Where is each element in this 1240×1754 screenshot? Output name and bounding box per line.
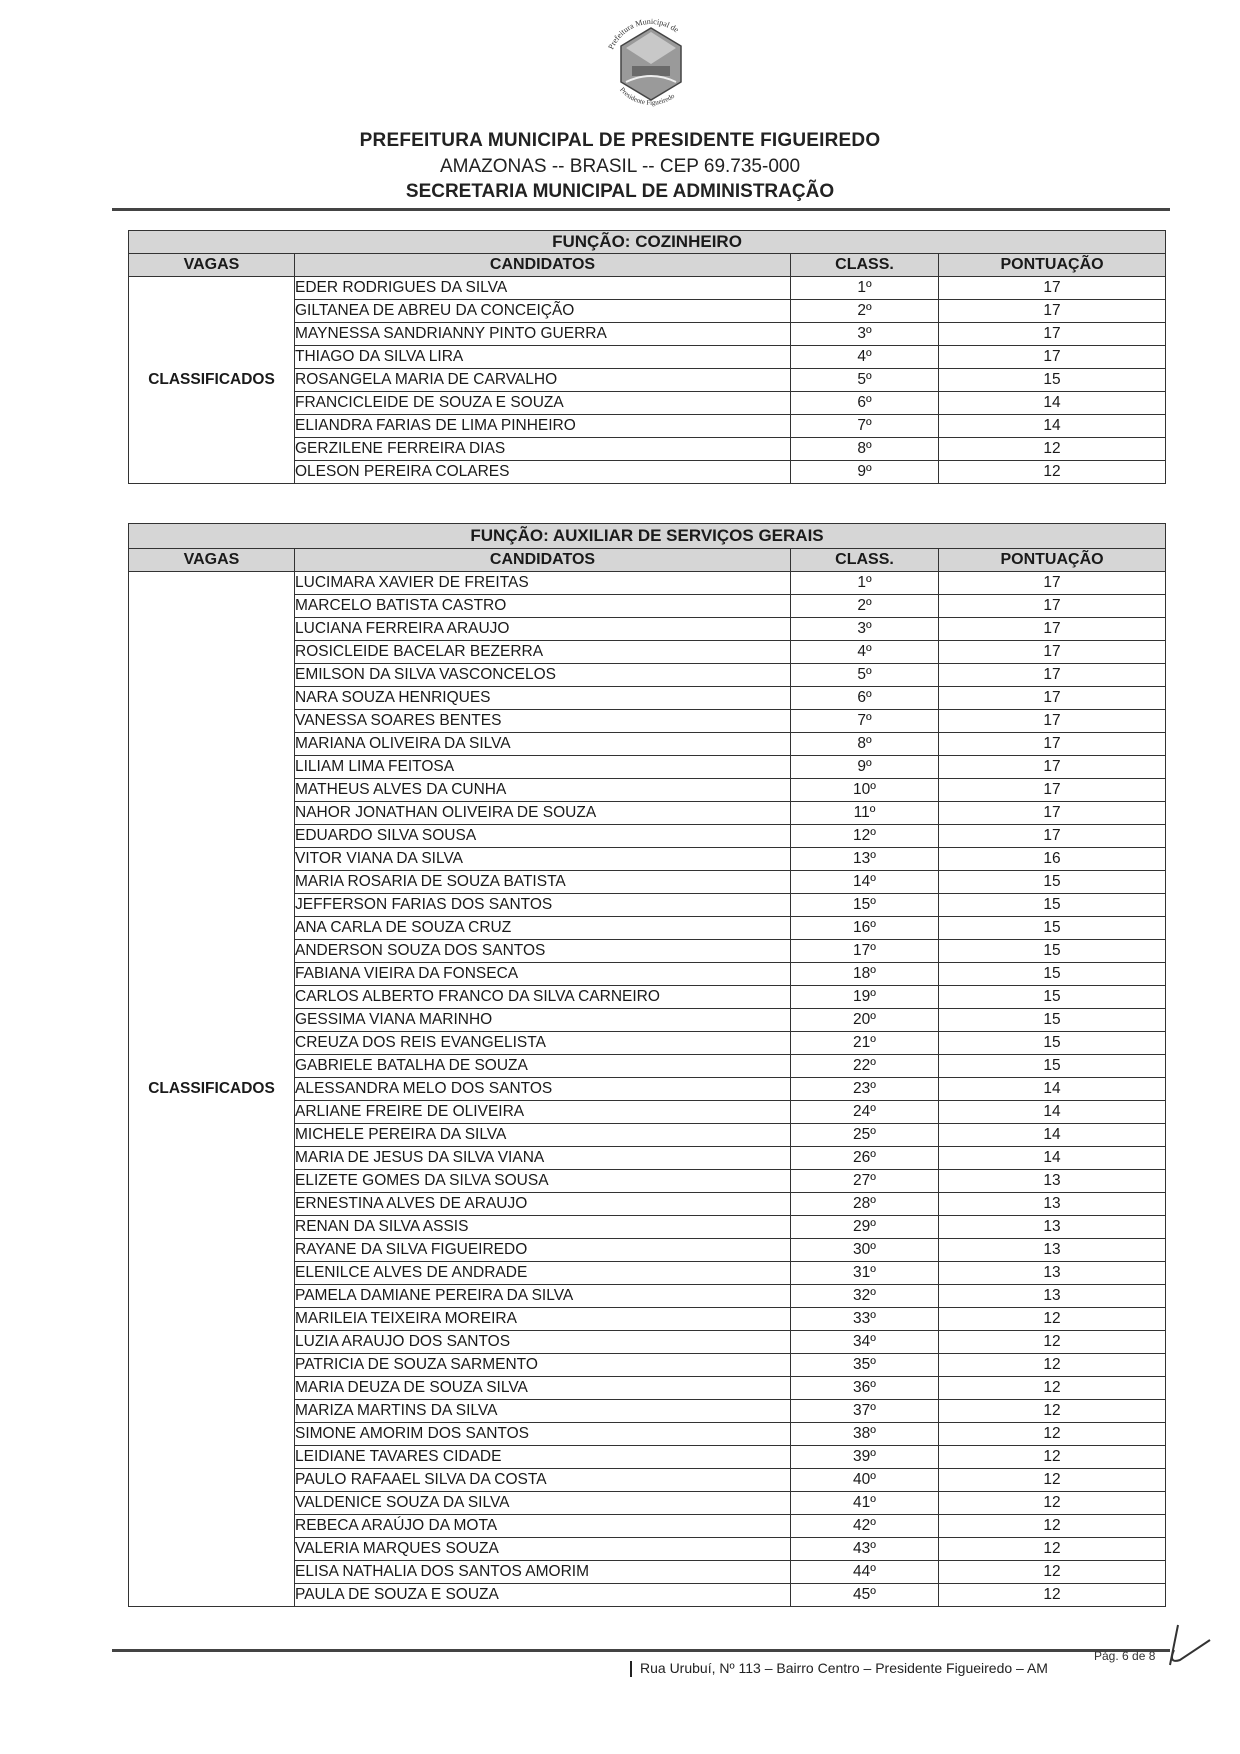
classification: 21º bbox=[791, 1032, 939, 1055]
section-title: FUNÇÃO: COZINHEIRO bbox=[129, 231, 1166, 254]
candidate-name: ELIZETE GOMES DA SILVA SOUSA bbox=[295, 1170, 791, 1193]
classification: 3º bbox=[791, 323, 939, 346]
score: 17 bbox=[939, 733, 1166, 756]
classification: 18º bbox=[791, 963, 939, 986]
candidate-name: LILIAM LIMA FEITOSA bbox=[295, 756, 791, 779]
score: 12 bbox=[939, 1423, 1166, 1446]
score: 13 bbox=[939, 1262, 1166, 1285]
candidate-name: MARIA DE JESUS DA SILVA VIANA bbox=[295, 1147, 791, 1170]
score: 15 bbox=[939, 917, 1166, 940]
classification: 25º bbox=[791, 1124, 939, 1147]
section-title-row bbox=[129, 231, 1166, 254]
candidate-name: GILTANEA DE ABREU DA CONCEIÇÃO bbox=[295, 300, 791, 323]
classification: 39º bbox=[791, 1446, 939, 1469]
classification: 12º bbox=[791, 825, 939, 848]
candidate-name: ROSICLEIDE BACELAR BEZERRA bbox=[295, 641, 791, 664]
classification: 32º bbox=[791, 1285, 939, 1308]
classification: 34º bbox=[791, 1331, 939, 1354]
logo-ring-bottom-text: Presidente Figueiredo bbox=[618, 85, 677, 107]
classification: 17º bbox=[791, 940, 939, 963]
col-class: CLASS. bbox=[791, 254, 939, 277]
col-candidatos: CANDIDATOS bbox=[295, 549, 791, 572]
classification: 33º bbox=[791, 1308, 939, 1331]
vagas-cell: CLASSIFICADOS bbox=[129, 572, 295, 1607]
candidate-name: PAMELA DAMIANE PEREIRA DA SILVA bbox=[295, 1285, 791, 1308]
score: 17 bbox=[939, 802, 1166, 825]
score: 15 bbox=[939, 871, 1166, 894]
classification: 37º bbox=[791, 1400, 939, 1423]
candidate-name: GABRIELE BATALHA DE SOUZA bbox=[295, 1055, 791, 1078]
candidate-name: PAULO RAFAAEL SILVA DA COSTA bbox=[295, 1469, 791, 1492]
classification: 5º bbox=[791, 664, 939, 687]
score: 12 bbox=[939, 1492, 1166, 1515]
score: 17 bbox=[939, 277, 1166, 300]
vagas-cell: CLASSIFICADOS bbox=[129, 277, 295, 484]
score: 12 bbox=[939, 1446, 1166, 1469]
candidate-name: MATHEUS ALVES DA CUNHA bbox=[295, 779, 791, 802]
table-row bbox=[129, 277, 1166, 300]
candidate-name: NARA SOUZA HENRIQUES bbox=[295, 687, 791, 710]
candidate-name: LUCIANA FERREIRA ARAUJO bbox=[295, 618, 791, 641]
footer-address bbox=[630, 1660, 1048, 1677]
score: 12 bbox=[939, 1400, 1166, 1423]
score: 17 bbox=[939, 595, 1166, 618]
candidate-name: CARLOS ALBERTO FRANCO DA SILVA CARNEIRO bbox=[295, 986, 791, 1009]
score: 12 bbox=[939, 1584, 1166, 1607]
score: 17 bbox=[939, 825, 1166, 848]
classification: 36º bbox=[791, 1377, 939, 1400]
candidate-name: FABIANA VIEIRA DA FONSECA bbox=[295, 963, 791, 986]
score: 15 bbox=[939, 1032, 1166, 1055]
score: 17 bbox=[939, 710, 1166, 733]
classification: 38º bbox=[791, 1423, 939, 1446]
score: 14 bbox=[939, 1078, 1166, 1101]
classification: 2º bbox=[791, 595, 939, 618]
classification: 44º bbox=[791, 1561, 939, 1584]
score: 12 bbox=[939, 1561, 1166, 1584]
classification: 28º bbox=[791, 1193, 939, 1216]
col-candidatos: CANDIDATOS bbox=[295, 254, 791, 277]
score: 12 bbox=[939, 1469, 1166, 1492]
classification: 10º bbox=[791, 779, 939, 802]
cozinheiro-table bbox=[128, 230, 1166, 484]
score: 14 bbox=[939, 415, 1166, 438]
score: 12 bbox=[939, 1377, 1166, 1400]
score: 14 bbox=[939, 1124, 1166, 1147]
score: 17 bbox=[939, 572, 1166, 595]
candidate-name: VALERIA MARQUES SOUZA bbox=[295, 1538, 791, 1561]
handwritten-initials-icon bbox=[1160, 1620, 1220, 1670]
candidate-name: PATRICIA DE SOUZA SARMENTO bbox=[295, 1354, 791, 1377]
col-pontuacao: PONTUAÇÃO bbox=[939, 549, 1166, 572]
footer-divider bbox=[112, 1649, 1170, 1652]
classification: 26º bbox=[791, 1147, 939, 1170]
classification: 45º bbox=[791, 1584, 939, 1607]
score: 17 bbox=[939, 323, 1166, 346]
footer-address-text: Rua Urubuí, Nº 113 – Bairro Centro – Presidente Figueiredo – AM bbox=[640, 1660, 1048, 1676]
score: 14 bbox=[939, 1147, 1166, 1170]
score: 14 bbox=[939, 1101, 1166, 1124]
classification: 9º bbox=[791, 461, 939, 484]
table-row bbox=[129, 572, 1166, 595]
classification: 4º bbox=[791, 641, 939, 664]
classification: 30º bbox=[791, 1239, 939, 1262]
classification: 4º bbox=[791, 346, 939, 369]
candidate-name: MARIANA OLIVEIRA DA SILVA bbox=[295, 733, 791, 756]
classification: 43º bbox=[791, 1538, 939, 1561]
score: 13 bbox=[939, 1285, 1166, 1308]
score: 12 bbox=[939, 1331, 1166, 1354]
classification: 29º bbox=[791, 1216, 939, 1239]
municipal-seal-icon bbox=[596, 10, 706, 120]
candidate-name: LUCIMARA XAVIER DE FREITAS bbox=[295, 572, 791, 595]
candidate-name: GESSIMA VIANA MARINHO bbox=[295, 1009, 791, 1032]
candidate-name: MARIA DEUZA DE SOUZA SILVA bbox=[295, 1377, 791, 1400]
score: 13 bbox=[939, 1239, 1166, 1262]
header-location: AMAZONAS -- BRASIL -- CEP 69.735-000 bbox=[439, 156, 801, 177]
page-number: Pág. 6 de 8 bbox=[1094, 1649, 1156, 1663]
classification: 6º bbox=[791, 687, 939, 710]
score: 17 bbox=[939, 664, 1166, 687]
classification: 15º bbox=[791, 894, 939, 917]
classification: 14º bbox=[791, 871, 939, 894]
candidate-name: NAHOR JONATHAN OLIVEIRA DE SOUZA bbox=[295, 802, 791, 825]
candidate-name: JEFFERSON FARIAS DOS SANTOS bbox=[295, 894, 791, 917]
classification: 23º bbox=[791, 1078, 939, 1101]
col-vagas: VAGAS bbox=[129, 549, 295, 572]
candidate-name: EMILSON DA SILVA VASCONCELOS bbox=[295, 664, 791, 687]
classification: 3º bbox=[791, 618, 939, 641]
score: 15 bbox=[939, 940, 1166, 963]
candidate-name: RENAN DA SILVA ASSIS bbox=[295, 1216, 791, 1239]
score: 13 bbox=[939, 1216, 1166, 1239]
candidate-name: ELISA NATHALIA DOS SANTOS AMORIM bbox=[295, 1561, 791, 1584]
candidate-name: MAYNESSA SANDRIANNY PINTO GUERRA bbox=[295, 323, 791, 346]
classification: 1º bbox=[791, 572, 939, 595]
candidate-name: RAYANE DA SILVA FIGUEIREDO bbox=[295, 1239, 791, 1262]
candidate-name: MARIA ROSARIA DE SOUZA BATISTA bbox=[295, 871, 791, 894]
candidate-name: SIMONE AMORIM DOS SANTOS bbox=[295, 1423, 791, 1446]
classification: 24º bbox=[791, 1101, 939, 1124]
score: 17 bbox=[939, 641, 1166, 664]
score: 17 bbox=[939, 779, 1166, 802]
score: 17 bbox=[939, 687, 1166, 710]
score: 15 bbox=[939, 963, 1166, 986]
candidate-name: ELENILCE ALVES DE ANDRADE bbox=[295, 1262, 791, 1285]
candidate-name: LEIDIANE TAVARES CIDADE bbox=[295, 1446, 791, 1469]
classification: 1º bbox=[791, 277, 939, 300]
score: 12 bbox=[939, 461, 1166, 484]
col-pontuacao: PONTUAÇÃO bbox=[939, 254, 1166, 277]
score: 17 bbox=[939, 756, 1166, 779]
classification: 11º bbox=[791, 802, 939, 825]
classification: 40º bbox=[791, 1469, 939, 1492]
col-vagas: VAGAS bbox=[129, 254, 295, 277]
score: 17 bbox=[939, 300, 1166, 323]
candidate-name: VITOR VIANA DA SILVA bbox=[295, 848, 791, 871]
score: 15 bbox=[939, 894, 1166, 917]
score: 13 bbox=[939, 1193, 1166, 1216]
candidate-name: CREUZA DOS REIS EVANGELISTA bbox=[295, 1032, 791, 1055]
candidate-name: VALDENICE SOUZA DA SILVA bbox=[295, 1492, 791, 1515]
classification: 7º bbox=[791, 415, 939, 438]
classification: 13º bbox=[791, 848, 939, 871]
classification: 7º bbox=[791, 710, 939, 733]
classification: 2º bbox=[791, 300, 939, 323]
candidate-name: MICHELE PEREIRA DA SILVA bbox=[295, 1124, 791, 1147]
col-class: CLASS. bbox=[791, 549, 939, 572]
candidate-name: PAULA DE SOUZA E SOUZA bbox=[295, 1584, 791, 1607]
header-divider bbox=[112, 208, 1170, 211]
candidate-name: FRANCICLEIDE DE SOUZA E SOUZA bbox=[295, 392, 791, 415]
candidate-name: OLESON PEREIRA COLARES bbox=[295, 461, 791, 484]
score: 16 bbox=[939, 848, 1166, 871]
score: 15 bbox=[939, 369, 1166, 392]
candidate-name: THIAGO DA SILVA LIRA bbox=[295, 346, 791, 369]
score: 15 bbox=[939, 1055, 1166, 1078]
score: 12 bbox=[939, 1308, 1166, 1331]
score: 14 bbox=[939, 392, 1166, 415]
score: 15 bbox=[939, 1009, 1166, 1032]
classification: 8º bbox=[791, 733, 939, 756]
classification: 22º bbox=[791, 1055, 939, 1078]
score: 15 bbox=[939, 986, 1166, 1009]
classification: 16º bbox=[791, 917, 939, 940]
candidate-name: MARILEIA TEIXEIRA MOREIRA bbox=[295, 1308, 791, 1331]
candidate-name: MARIZA MARTINS DA SILVA bbox=[295, 1400, 791, 1423]
candidate-name: ANDERSON SOUZA DOS SANTOS bbox=[295, 940, 791, 963]
classification: 20º bbox=[791, 1009, 939, 1032]
section-title-row bbox=[129, 524, 1166, 549]
candidate-name: VANESSA SOARES BENTES bbox=[295, 710, 791, 733]
header-department: SECRETARIA MUNICIPAL DE ADMINISTRAÇÃO bbox=[405, 181, 835, 202]
score: 13 bbox=[939, 1170, 1166, 1193]
candidate-name: MARCELO BATISTA CASTRO bbox=[295, 595, 791, 618]
candidate-name: ERNESTINA ALVES DE ARAUJO bbox=[295, 1193, 791, 1216]
score: 12 bbox=[939, 438, 1166, 461]
column-header-row bbox=[129, 254, 1166, 277]
candidate-name: ARLIANE FREIRE DE OLIVEIRA bbox=[295, 1101, 791, 1124]
logo-ring-top-text: Prefeitura Municipal de bbox=[606, 16, 681, 51]
classification: 8º bbox=[791, 438, 939, 461]
section-title: FUNÇÃO: AUXILIAR DE SERVIÇOS GERAIS bbox=[129, 524, 1166, 549]
score: 17 bbox=[939, 618, 1166, 641]
score: 17 bbox=[939, 346, 1166, 369]
header-title: PREFEITURA MUNICIPAL DE PRESIDENTE FIGUEIREDO bbox=[359, 130, 881, 151]
score: 12 bbox=[939, 1538, 1166, 1561]
candidate-name: ROSANGELA MARIA DE CARVALHO bbox=[295, 369, 791, 392]
classification: 31º bbox=[791, 1262, 939, 1285]
column-header-row bbox=[129, 549, 1166, 572]
classification: 19º bbox=[791, 986, 939, 1009]
classification: 35º bbox=[791, 1354, 939, 1377]
score: 12 bbox=[939, 1515, 1166, 1538]
classification: 27º bbox=[791, 1170, 939, 1193]
candidate-name: ALESSANDRA MELO DOS SANTOS bbox=[295, 1078, 791, 1101]
classification: 5º bbox=[791, 369, 939, 392]
candidate-name: LUZIA ARAUJO DOS SANTOS bbox=[295, 1331, 791, 1354]
score: 12 bbox=[939, 1354, 1166, 1377]
candidate-name: GERZILENE FERREIRA DIAS bbox=[295, 438, 791, 461]
classification: 6º bbox=[791, 392, 939, 415]
candidate-name: ELIANDRA FARIAS DE LIMA PINHEIRO bbox=[295, 415, 791, 438]
classification: 41º bbox=[791, 1492, 939, 1515]
candidate-name: EDER RODRIGUES DA SILVA bbox=[295, 277, 791, 300]
candidate-name: ANA CARLA DE SOUZA CRUZ bbox=[295, 917, 791, 940]
classification: 9º bbox=[791, 756, 939, 779]
classification: 42º bbox=[791, 1515, 939, 1538]
auxiliar-servicos-gerais-table bbox=[128, 523, 1166, 1607]
candidate-name: EDUARDO SILVA SOUSA bbox=[295, 825, 791, 848]
footer-bar bbox=[630, 1661, 632, 1677]
candidate-name: REBECA ARAÚJO DA MOTA bbox=[295, 1515, 791, 1538]
